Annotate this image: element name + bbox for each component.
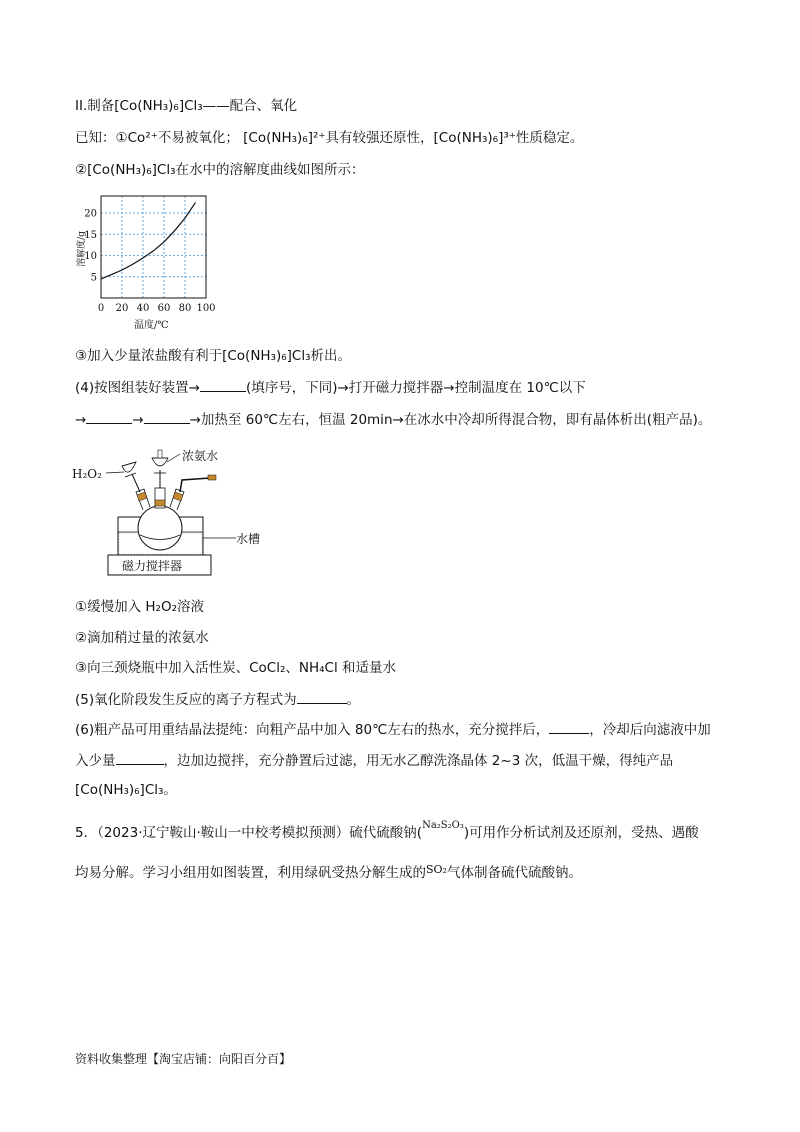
solubility-curve	[101, 202, 196, 279]
q5-text: (5)氧化阶段发生反应的离子方程式为	[75, 692, 297, 708]
three-neck-flask	[138, 506, 182, 550]
q5-end: 。	[346, 692, 361, 708]
q4-line1	[75, 377, 586, 398]
q6-text-c: 入少量	[75, 753, 116, 769]
q4-text-b: (填序号，下同)→打开磁力搅拌器→控制温度在 10℃以下	[245, 380, 586, 396]
x-tick-labels	[98, 303, 216, 314]
problem5-text-b: 气体制备硫代硫酸钠。	[446, 865, 582, 881]
x-tick-label: 0	[97, 303, 105, 314]
option-1: ①缓慢加入 H₂O₂溶液	[75, 599, 204, 615]
q6-text-b: ，冷却后向滤液中加	[589, 722, 711, 738]
section-title: II.制备[Co(NH₃)₆]Cl₃——配合、氧化	[75, 98, 298, 114]
q5	[75, 689, 360, 710]
q6-line1	[75, 719, 711, 740]
q4-line2	[75, 409, 711, 430]
y-axis-label: 溶解度/g	[77, 231, 87, 267]
known-c1: Co²⁺不易被氧化；	[127, 130, 239, 146]
problem5-source: （2023·辽宁鞍山·鞍山一中校考模拟预测）硫代硫酸钠(	[97, 825, 423, 841]
x-tick-label: 40	[136, 303, 150, 314]
x-tick-label: 80	[178, 303, 192, 314]
known-conditions	[75, 128, 583, 148]
note-2: ②[Co(NH₃)₆]Cl₃在水中的溶解度曲线如图所示：	[75, 162, 365, 178]
problem5-line1	[75, 820, 699, 845]
footer-source: 资料收集整理【淘宝店铺：向阳百分百】	[75, 1052, 292, 1066]
known-c3: [Co(NH₃)₆]³⁺性质稳定。	[433, 130, 584, 146]
q6-text-a: (6)粗产品可用重结晶法提纯：向粗产品中加入 80℃左右的热水，充分搅拌后，	[75, 722, 550, 738]
known-prefix: 已知：①	[75, 130, 128, 146]
q4-text-a: (4)按图组装好装置→	[75, 380, 200, 396]
option-2: ②滴加稍过量的浓氨水	[75, 630, 209, 646]
problem5-text-a: 均易分解。学习小组用如图装置，利用绿矾受热分解生成的	[75, 865, 426, 881]
answer-blank-1[interactable]	[200, 377, 246, 392]
bath-label: 水槽	[236, 532, 260, 546]
stirrer-label: 磁力搅拌器	[122, 559, 183, 573]
q6-text-d: ，边加边搅拌，充分静置后过滤，用无水乙醇洗涤晶体 2~3 次，低温干燥，得纯产品	[163, 753, 674, 769]
y-tick-label: 10	[84, 251, 97, 262]
answer-blank-3[interactable]	[144, 409, 190, 424]
q4-text-e: →加热至 60℃左右，恒温 20min→在冰水中冷却所得混合物，即有晶体析出(粗产品)。	[189, 412, 712, 428]
y-tick-label: 15	[84, 229, 97, 241]
problem5-line2	[75, 863, 582, 884]
problem5-number: 5．	[75, 825, 98, 841]
h2o2-label: H₂O₂	[72, 467, 102, 481]
answer-blank-4[interactable]	[297, 689, 347, 704]
y-tick-label: 5	[90, 272, 97, 284]
problem5-formula: Na₂S₂O₃	[422, 820, 464, 831]
x-tick-label: 60	[157, 303, 171, 314]
x-tick-label: 100	[196, 303, 216, 314]
answer-blank-5[interactable]	[549, 719, 589, 734]
q4-text-c: →	[75, 412, 87, 428]
solubility-chart	[74, 188, 224, 336]
x-tick-label: 20	[115, 303, 129, 314]
y-tick-label: 20	[84, 208, 97, 220]
q6-line3: [Co(NH₃)₆]Cl₃。	[75, 782, 177, 798]
answer-blank-2[interactable]	[86, 409, 132, 424]
apparatus-diagram	[70, 440, 260, 580]
option-3: ③向三颈烧瓶中加入活性炭、CoCl₂、NH₄Cl 和适量水	[75, 660, 397, 676]
problem5-after: )可用作分析试剂及还原剂，受热、遇酸	[463, 825, 699, 841]
q4-text-d: →	[132, 412, 144, 428]
answer-blank-6[interactable]	[116, 750, 164, 765]
x-axis-label: 温度/℃	[134, 320, 169, 331]
note-3: ③加入少量浓盐酸有利于[Co(NH₃)₆]Cl₃析出。	[75, 348, 352, 364]
ammonia-label: 浓氨水	[182, 449, 219, 463]
known-c2: [Co(NH₃)₆]²⁺具有较强还原性，	[243, 130, 434, 146]
q6-line2	[75, 750, 673, 771]
problem5-so2: SO₂	[426, 863, 447, 876]
